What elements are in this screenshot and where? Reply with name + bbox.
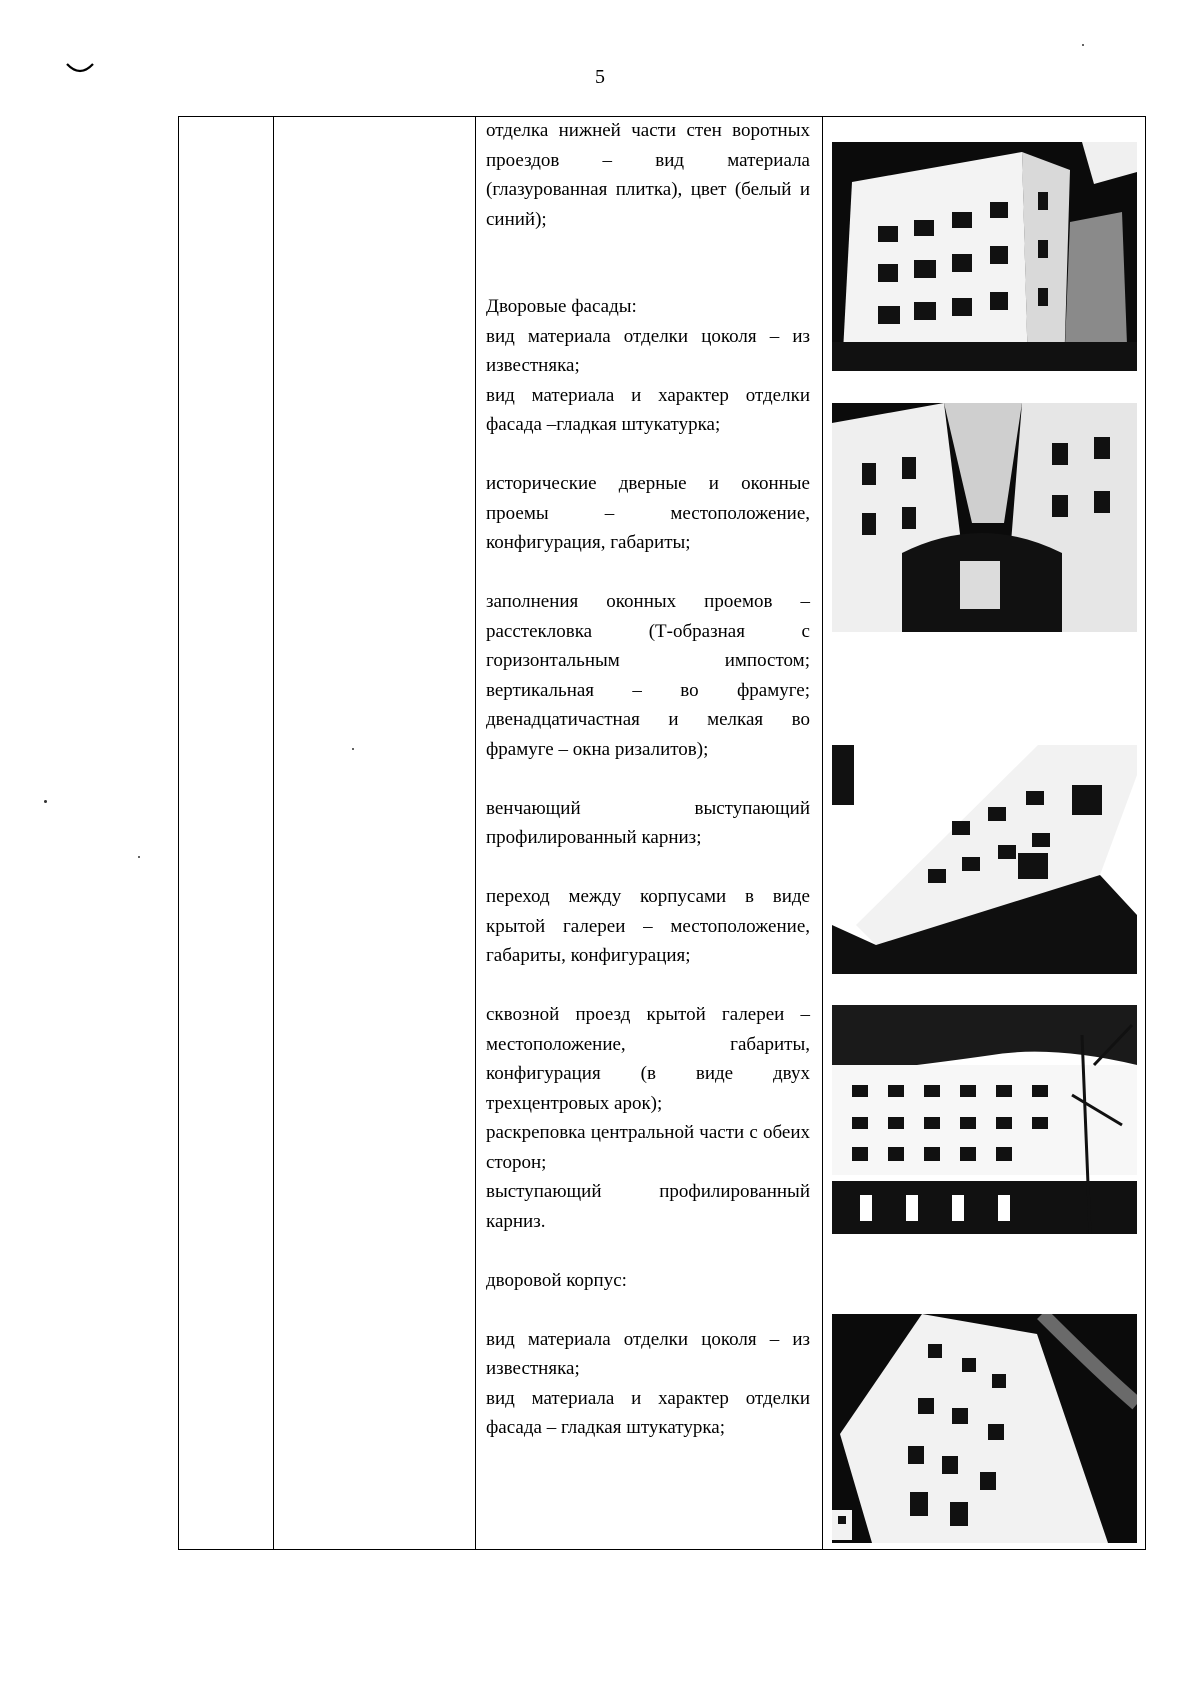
paragraph-covered-gallery: переход между корпусами в виде крытой галереи – местоположение, габариты, конфигурация; (486, 886, 810, 966)
paragraph-facade-finish-2: вид материала и характер отделки фасада – гладкая штукатурка; (486, 1387, 810, 1438)
paragraph-door-window-openings: исторические дверные и оконные проемы – местоположение, конфигурация, габариты; (486, 473, 810, 553)
paragraph-central-projection: раскреповка центральной части с обеих сторон; (486, 1122, 810, 1173)
description-column (486, 116, 810, 1443)
facade-photo (832, 1005, 1137, 1234)
paragraph-gate-passage-finish: отделка нижней части стен воротных проездов – вид материала (глазурованная плитка), цвет (белый и синий); (486, 120, 810, 230)
paragraph-plinth-material: вид материала отделки цоколя – из известняка; (486, 325, 810, 376)
heading-courtyard-building: дворовой корпус: (486, 1269, 627, 1291)
paragraph-crowning-cornice: венчающий выступающий профилированный карниз; (486, 797, 810, 848)
column-divider (475, 117, 476, 1549)
scan-speck (44, 800, 47, 803)
paragraph-facade-finish: вид материала и характер отделки фасада –гладкая штукатурка; (486, 384, 810, 435)
column-divider (273, 117, 274, 1549)
heading-courtyard-facades: Дворовые фасады: (486, 296, 637, 317)
page-number: 5 (595, 66, 605, 88)
facade-photo (832, 745, 1137, 974)
scan-speck (1082, 44, 1084, 46)
facade-photo (832, 142, 1137, 371)
paragraph-profiled-cornice: выступающий профилированный карниз. (486, 1181, 810, 1232)
facade-photo (832, 1314, 1137, 1543)
paragraph-window-glazing: заполнения оконных проемов – расстекловка (Т-образная с горизонтальным импостом; вертикальная – во фрамуге; двенадцатичастная и мелкая во фрамуге – окна ризалитов); (486, 591, 810, 760)
paragraph-plinth-material-2: вид материала отделки цоколя – из известняка; (486, 1328, 810, 1379)
paragraph-gallery-passage: сквозной проезд крытой галереи – местоположение, габариты, конфигурация (в виде двух трехцентровых арок); (486, 1004, 810, 1114)
column-divider (822, 117, 823, 1549)
scan-speck (138, 856, 140, 858)
facade-photo (832, 403, 1137, 632)
